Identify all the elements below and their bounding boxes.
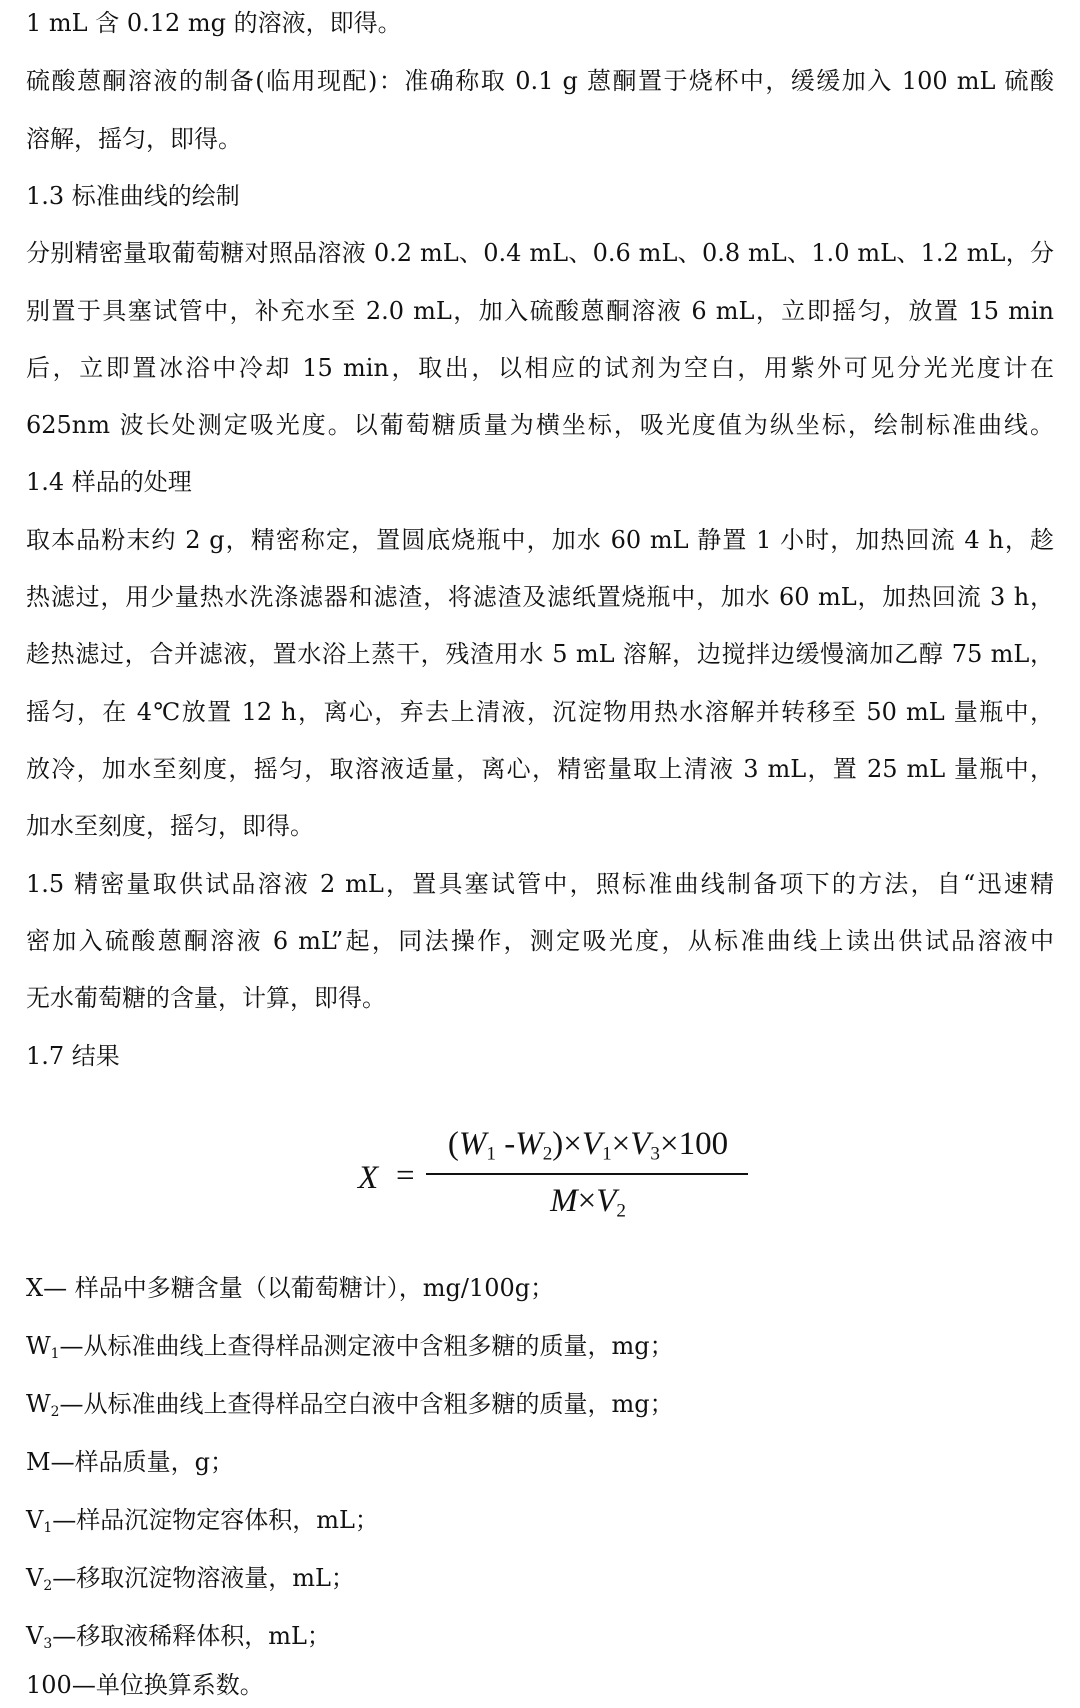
text-line-1: 1 mL 含 0.12 mg 的溶液，即得。 bbox=[26, 9, 402, 37]
definition-text: —样品质量，g； bbox=[50, 1448, 234, 1476]
text-line-6: 别置于具塞试管中，补充水至 2.0 mL，加入硫酸蒽酮溶液 6 mL，立即摇匀，放置 15 min bbox=[26, 297, 1054, 325]
definition-text: —样品沉淀物定容体积，mL； bbox=[52, 1506, 379, 1534]
section-heading-1-3: 1.3 标准曲线的绘制 bbox=[26, 182, 240, 210]
text-line-7: 后，立即置冰浴中冷却 15 min，取出，以相应的试剂为空白，用紫外可见分光光度计在 bbox=[26, 354, 1054, 382]
formula-fraction-bar bbox=[426, 1173, 748, 1175]
text-line-5: 分别精密量取葡萄糖对照品溶液 0.2 mL、0.4 mL、0.6 mL、0.8 mL、1.0 mL、1.2 mL，分 bbox=[26, 239, 1054, 267]
definition-conversion-factor bbox=[26, 1670, 1054, 1700]
formula-equals: = bbox=[396, 1158, 415, 1194]
definition-text: —移取沉淀物溶液量，mL； bbox=[52, 1564, 355, 1592]
definition-subscript: 2 bbox=[50, 1403, 60, 1420]
definition-w1 bbox=[26, 1331, 1054, 1361]
section-heading-1-7: 1.7 结果 bbox=[26, 1042, 120, 1070]
definition-symbol: X bbox=[26, 1274, 44, 1302]
definition-symbol: V bbox=[26, 1506, 44, 1534]
text-line-10: 取本品粉末约 2 g，精密称定，置圆底烧瓶中，加水 60 mL 静置 1 小时，加热回流 4 h，趁 bbox=[26, 526, 1054, 554]
text-line-17: 密加入硫酸蒽酮溶液 6 mL”起，同法操作，测定吸光度，从标准曲线上读出供试品溶液中 bbox=[26, 927, 1054, 955]
definition-symbol: W bbox=[26, 1390, 51, 1418]
result-formula bbox=[358, 1126, 748, 1226]
text-line-18: 无水葡萄糖的含量，计算，即得。 bbox=[26, 984, 386, 1012]
text-line-8: 625nm 波长处测定吸光度。以葡萄糖质量为横坐标，吸光度值为纵坐标，绘制标准曲线。 bbox=[26, 411, 1054, 439]
text-line-15: 加水至刻度，摇匀，即得。 bbox=[26, 812, 314, 840]
definition-symbol: V bbox=[26, 1622, 44, 1650]
text-line-11: 热滤过，用少量热水洗涤滤器和滤渣，将滤渣及滤纸置烧瓶中，加水 60 mL，加热回流 3 h， bbox=[26, 583, 1054, 611]
definition-symbol: 100 bbox=[26, 1671, 72, 1699]
definition-subscript: 1 bbox=[43, 1519, 53, 1536]
definition-symbol: W bbox=[26, 1332, 51, 1360]
definition-text: —从标准曲线上查得样品测定液中含粗多糖的质量，mg； bbox=[59, 1332, 674, 1360]
formula-lhs: X bbox=[358, 1160, 379, 1196]
definition-text: —移取液稀释体积，mL； bbox=[52, 1622, 331, 1650]
definition-symbol: M bbox=[26, 1448, 51, 1476]
definition-symbol: V bbox=[26, 1564, 44, 1592]
definition-subscript: 2 bbox=[43, 1577, 53, 1594]
section-heading-1-4: 1.4 样品的处理 bbox=[26, 468, 192, 496]
definition-subscript: 1 bbox=[50, 1345, 60, 1362]
definition-v2 bbox=[26, 1563, 1054, 1593]
definition-x bbox=[26, 1273, 1054, 1303]
definition-v3 bbox=[26, 1621, 1054, 1651]
text-line-2: 硫酸蒽酮溶液的制备(临用现配)：准确称取 0.1 g 蒽酮置于烧杯中，缓缓加入 100 mL 硫酸 bbox=[26, 67, 1054, 95]
definition-v1 bbox=[26, 1505, 1054, 1535]
definition-w2 bbox=[26, 1389, 1054, 1419]
definition-subscript: 3 bbox=[43, 1635, 53, 1652]
formula-denominator: $M\times V_2$ bbox=[550, 1183, 626, 1222]
text-line-14: 放冷，加水至刻度，摇匀，取溶液适量，离心，精密量取上清液 3 mL，置 25 mL 量瓶中， bbox=[26, 755, 1054, 783]
text-line-16: 1.5 精密量取供试品溶液 2 mL，置具塞试管中，照标准曲线制备项下的方法，自“迅速精 bbox=[26, 870, 1054, 898]
formula-numerator: ($W_1$ $-W_2)\times V_1\times V_3\times 100$ bbox=[447, 1126, 729, 1165]
text-line-12: 趁热滤过，合并滤液，置水浴上蒸干，残渣用水 5 mL 溶解，边搅拌边缓慢滴加乙醇 75 mL， bbox=[26, 640, 1054, 668]
text-line-13: 摇匀，在 4℃放置 12 h，离心，弃去上清液，沉淀物用热水溶解并转移至 50 mL 量瓶中， bbox=[26, 698, 1054, 726]
definition-m bbox=[26, 1447, 1054, 1477]
definition-text: — 样品中多糖含量（以葡萄糖计），mg/100g； bbox=[43, 1274, 555, 1302]
text-line-3: 溶解，摇匀，即得。 bbox=[26, 125, 242, 153]
definition-text: —单位换算系数。 bbox=[71, 1671, 264, 1699]
definition-text: —从标准曲线上查得样品空白液中含粗多糖的质量，mg； bbox=[59, 1390, 674, 1418]
